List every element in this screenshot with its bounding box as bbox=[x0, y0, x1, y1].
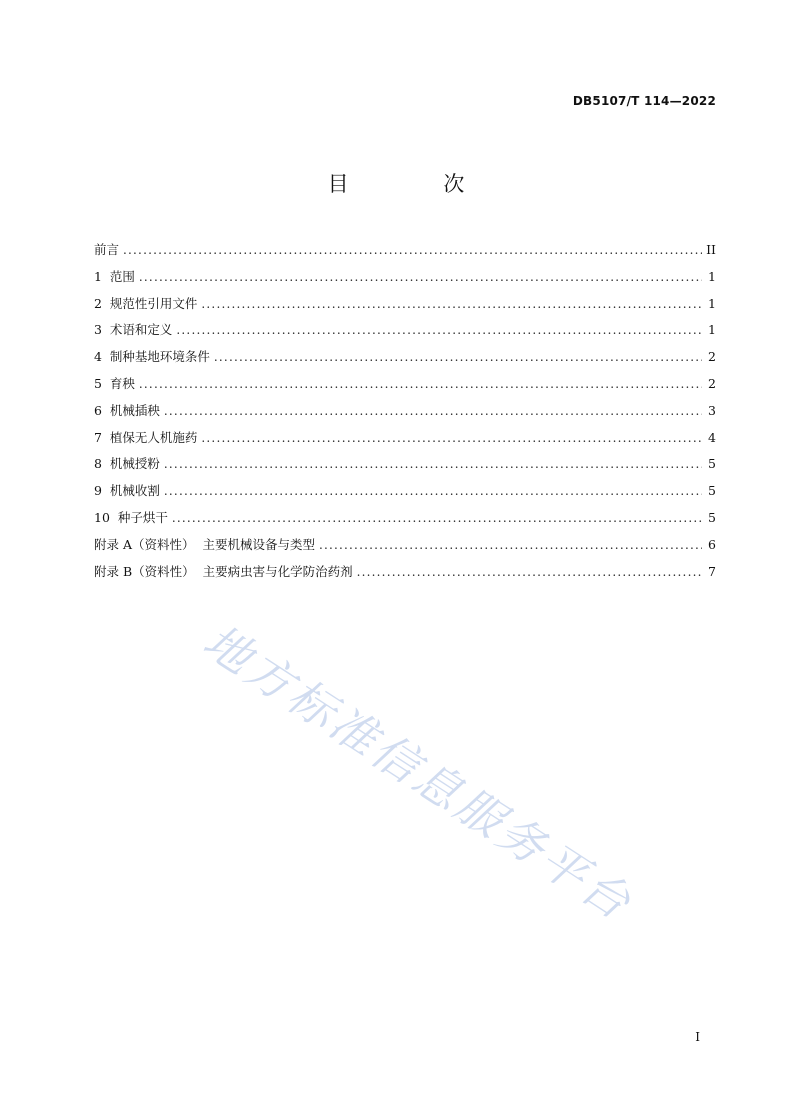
toc-entry-page: 7 bbox=[708, 563, 716, 579]
toc-leader-dots bbox=[357, 562, 702, 582]
toc-leader-dots bbox=[319, 535, 702, 555]
toc-leader-dots bbox=[176, 320, 702, 340]
toc-entry-8[interactable] bbox=[94, 454, 716, 481]
toc-entry-page: 6 bbox=[708, 536, 716, 552]
toc-entry-page: 5 bbox=[708, 456, 716, 472]
toc-entry-9[interactable] bbox=[94, 481, 716, 508]
toc-entry-page: 1 bbox=[708, 268, 716, 284]
toc-leader-dots bbox=[164, 401, 702, 421]
toc-entry-label: 9 机械收割 bbox=[94, 483, 160, 499]
toc-entry-1[interactable] bbox=[94, 267, 716, 294]
toc-entry-label: 2 规范性引用文件 bbox=[94, 295, 198, 311]
toc-entry-label: 附录 B（资料性） 主要病虫害与化学防治药剂 bbox=[94, 563, 353, 579]
toc-entry-7[interactable] bbox=[94, 428, 716, 455]
table-of-contents bbox=[94, 240, 716, 588]
toc-leader-dots bbox=[164, 454, 702, 474]
toc-entry-5[interactable] bbox=[94, 374, 716, 401]
toc-leader-dots bbox=[214, 347, 702, 367]
toc-entry-label: 附录 A（资料性） 主要机械设备与类型 bbox=[94, 536, 315, 552]
toc-leader-dots bbox=[139, 374, 702, 394]
watermark: 地方标准信息服务平台 bbox=[193, 613, 643, 932]
toc-leader-dots bbox=[201, 294, 702, 314]
toc-entry-page: 5 bbox=[708, 509, 716, 525]
toc-entry-label: 1 范围 bbox=[94, 268, 135, 284]
toc-entry-label: 6 机械插秧 bbox=[94, 402, 160, 418]
toc-leader-dots bbox=[164, 481, 702, 501]
toc-entry-appendix-a[interactable] bbox=[94, 535, 716, 562]
toc-entry-page: 4 bbox=[708, 429, 716, 445]
toc-entry-6[interactable] bbox=[94, 401, 716, 428]
toc-entry-4[interactable] bbox=[94, 347, 716, 374]
toc-entry-label: 8 机械授粉 bbox=[94, 456, 160, 472]
toc-entry-appendix-b[interactable] bbox=[94, 562, 716, 589]
toc-entry-page: 3 bbox=[708, 402, 716, 418]
toc-entry-page: 1 bbox=[708, 322, 716, 338]
toc-entry-label: 10 种子烘干 bbox=[94, 509, 168, 525]
page-title: 目 次 bbox=[327, 172, 509, 196]
toc-entry-page: 1 bbox=[708, 295, 716, 311]
toc-entry-2[interactable] bbox=[94, 294, 716, 321]
toc-entry-10[interactable] bbox=[94, 508, 716, 535]
toc-leader-dots bbox=[172, 508, 702, 528]
toc-leader-dots bbox=[123, 240, 702, 260]
toc-entry-page: II bbox=[706, 242, 716, 257]
toc-entry-label: 5 育秧 bbox=[94, 375, 135, 391]
toc-entry-page: 2 bbox=[708, 349, 716, 365]
toc-entry-label: 前言 bbox=[94, 242, 120, 257]
toc-entry-foreword[interactable] bbox=[94, 240, 716, 267]
toc-entry-3[interactable] bbox=[94, 320, 716, 347]
toc-entry-page: 2 bbox=[708, 375, 716, 391]
toc-entry-label: 3 术语和定义 bbox=[94, 322, 173, 338]
toc-leader-dots bbox=[201, 428, 702, 448]
toc-entry-label: 4 制种基地环境条件 bbox=[94, 349, 210, 365]
page-number: I bbox=[695, 1030, 700, 1044]
toc-entry-page: 5 bbox=[708, 483, 716, 499]
document-code: DB5107/T 114—2022 bbox=[572, 94, 716, 108]
toc-entry-label: 7 植保无人机施药 bbox=[94, 429, 198, 445]
toc-leader-dots bbox=[139, 267, 702, 287]
